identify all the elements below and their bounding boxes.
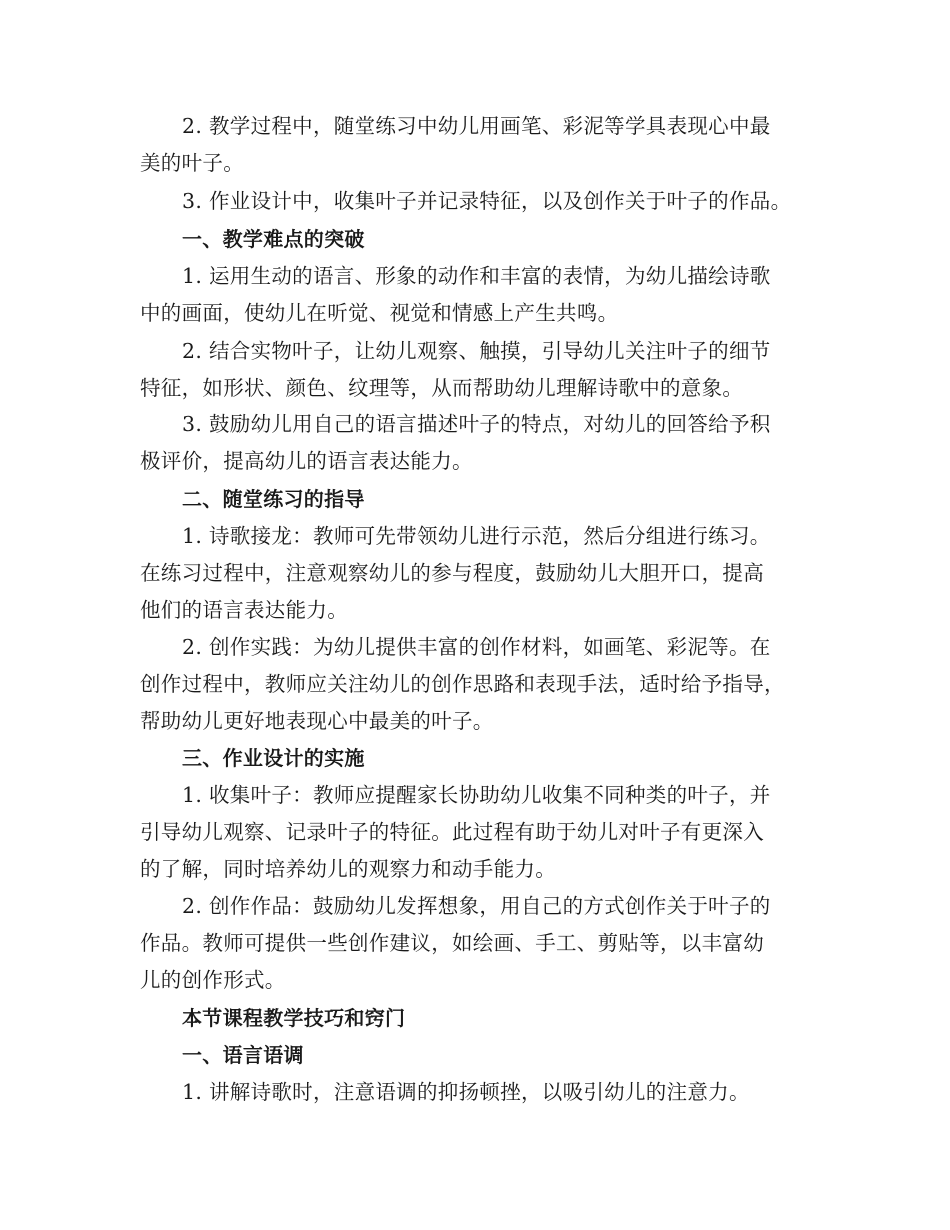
paragraph-line: 极评价，提高幼儿的语言表达能力。 — [140, 449, 473, 473]
paragraph-line: 2. 结合实物叶子，让幼儿观察、触摸，引导幼儿关注叶子的细节 — [182, 339, 771, 363]
paragraph-line: 1. 运用生动的语言、形象的动作和丰富的表情，为幼儿描绘诗歌 — [182, 264, 771, 288]
section-heading: 二、随堂练习的指导 — [182, 487, 365, 511]
paragraph-line: 美的叶子。 — [140, 151, 244, 175]
paragraph-line: 2. 创作作品：鼓励幼儿发挥想象，用自己的方式创作关于叶子的 — [182, 894, 771, 918]
paragraph-line: 儿的创作形式。 — [140, 968, 286, 992]
paragraph-line: 中的画面，使幼儿在听觉、视觉和情感上产生共鸣。 — [140, 301, 619, 325]
paragraph-line: 特征，如形状、颜色、纹理等，从而帮助幼儿理解诗歌中的意象。 — [140, 376, 744, 400]
section-heading: 一、教学难点的突破 — [182, 227, 365, 251]
paragraph-line: 3. 作业设计中，收集叶子并记录特征，以及创作关于叶子的作品。 — [182, 189, 792, 213]
paragraph-line: 的了解，同时培养幼儿的观察力和动手能力。 — [140, 857, 556, 881]
paragraph-line: 1. 讲解诗歌时，注意语调的抑扬顿挫，以吸引幼儿的注意力。 — [182, 1080, 750, 1104]
paragraph-line: 2. 教学过程中，随堂练习中幼儿用画笔、彩泥等学具表现心中最 — [182, 114, 771, 138]
paragraph-line: 2. 创作实践：为幼儿提供丰富的创作材料，如画笔、彩泥等。在 — [182, 635, 771, 659]
paragraph-line: 创作过程中，教师应关注幼儿的创作思路和表现手法，适时给予指导， — [140, 672, 785, 696]
paragraph-line: 帮助幼儿更好地表现心中最美的叶子。 — [140, 709, 494, 733]
paragraph-line: 在练习过程中，注意观察幼儿的参与程度，鼓励幼儿大胆开口，提高 — [140, 561, 764, 585]
section-heading: 一、语言语调 — [182, 1043, 304, 1067]
paragraph-line: 他们的语言表达能力。 — [140, 598, 348, 622]
paragraph-line: 3. 鼓励幼儿用自己的语言描述叶子的特点，对幼儿的回答给予积 — [182, 412, 771, 436]
paragraph-line: 引导幼儿观察、记录叶子的特征。此过程有助于幼儿对叶子有更深入 — [140, 820, 764, 844]
paragraph-line: 1. 诗歌接龙：教师可先带领幼儿进行示范，然后分组进行练习。 — [182, 524, 771, 548]
paragraph-line: 作品。教师可提供一些创作建议，如绘画、手工、剪贴等，以丰富幼 — [140, 931, 764, 955]
section-heading: 三、作业设计的实施 — [182, 746, 365, 770]
paragraph-line: 1. 收集叶子：教师应提醒家长协助幼儿收集不同种类的叶子，并 — [182, 783, 771, 807]
section-heading: 本节课程教学技巧和窍门 — [182, 1006, 406, 1030]
